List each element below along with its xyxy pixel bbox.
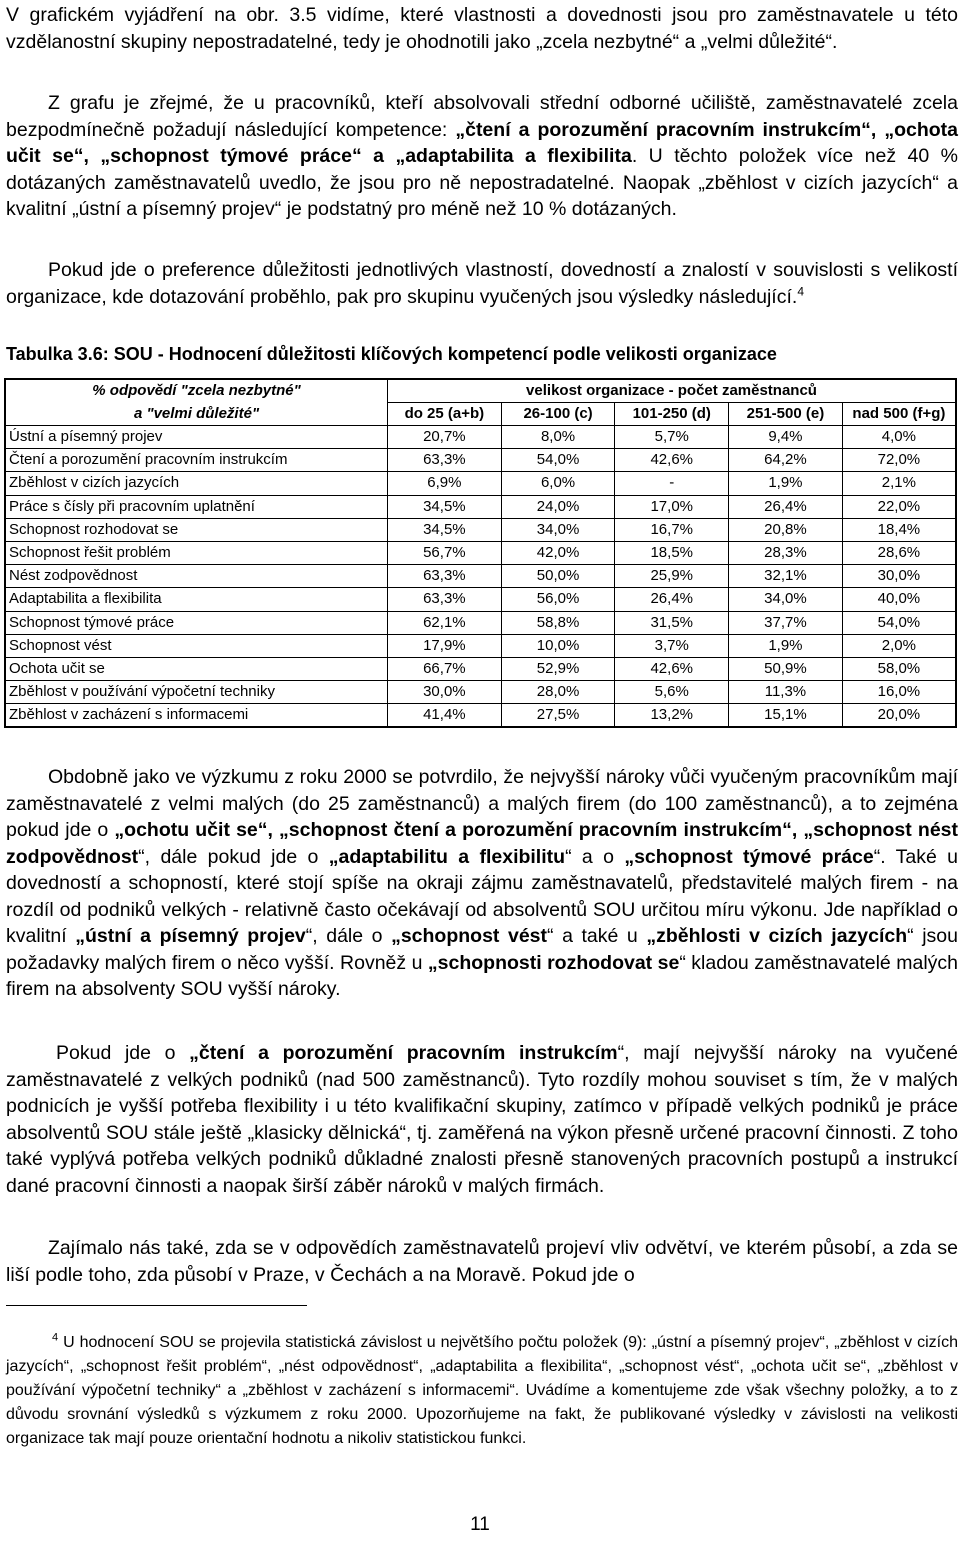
- row-label: Schopnost vést: [5, 634, 388, 657]
- table-cell: 9,4%: [729, 426, 843, 449]
- table-cell: 56,7%: [388, 541, 502, 564]
- table-cell: 30,0%: [842, 565, 956, 588]
- table-row: [5, 426, 956, 449]
- table-cell: 26,4%: [729, 495, 843, 518]
- table-cell: 63,3%: [388, 565, 502, 588]
- table-cell: 63,3%: [388, 449, 502, 472]
- footnote-ref[interactable]: 4: [797, 284, 804, 298]
- table-cell: 20,7%: [388, 426, 502, 449]
- table-cell: 2,0%: [842, 634, 956, 657]
- table-cell: 63,3%: [388, 588, 502, 611]
- table-cell: 3,7%: [615, 634, 729, 657]
- left-header-line-2: a "velmi důležité": [5, 403, 388, 426]
- table-cell: 22,0%: [842, 495, 956, 518]
- column-header: nad 500 (f+g): [842, 403, 956, 426]
- group-header: velikost organizace - počet zaměstnanců: [388, 379, 956, 403]
- table-cell: 50,0%: [501, 565, 615, 588]
- table-cell: 5,7%: [615, 426, 729, 449]
- row-label: Práce s čísly při pracovním uplatnění: [5, 495, 388, 518]
- row-label: Zběhlost v zacházení s informacemi: [5, 704, 388, 728]
- table-cell: 2,1%: [842, 472, 956, 495]
- row-label: Nést zodpovědnost: [5, 565, 388, 588]
- footnote-number: 4: [52, 1331, 59, 1344]
- table-cell: 4,0%: [842, 426, 956, 449]
- table-cell: 18,4%: [842, 518, 956, 541]
- footnote-divider: [6, 1305, 307, 1306]
- left-header-line-1: % odpovědí "zcela nezbytné": [5, 379, 388, 403]
- table-row: [5, 518, 956, 541]
- table-cell: 56,0%: [501, 588, 615, 611]
- table-cell: 62,1%: [388, 611, 502, 634]
- table-cell: 8,0%: [501, 426, 615, 449]
- table-cell: 28,6%: [842, 541, 956, 564]
- table-cell: 11,3%: [729, 681, 843, 704]
- table-cell: 1,9%: [729, 472, 843, 495]
- table-cell: 41,4%: [388, 704, 502, 728]
- table-cell: 31,5%: [615, 611, 729, 634]
- table-cell: 34,5%: [388, 518, 502, 541]
- table-cell: 5,6%: [615, 681, 729, 704]
- table-row: [5, 681, 956, 704]
- page-number: 11: [470, 1514, 490, 1535]
- table-row: [5, 611, 956, 634]
- region-paragraph: Zajímalo nás také, zda se v odpovědích zaměstnavatelů projeví vliv odvětví, ve kterém působí, a zda se liší podle toho, zda působí v Praze, v Čechách a na Moravě. Pokud jde o: [6, 1237, 958, 1286]
- table-cell: 34,0%: [501, 518, 615, 541]
- table-header-row-2: [5, 403, 956, 426]
- table-cell: 10,0%: [501, 634, 615, 657]
- table-row: [5, 541, 956, 564]
- table-row: [5, 634, 956, 657]
- table-cell: 6,9%: [388, 472, 502, 495]
- table-row: [5, 565, 956, 588]
- large-firms-paragraph: Pokud jde o „čtení a porozumění pracovním instrukcím“, mají nejvyšší nároky na vyučené zaměstnavatelé z velkých podniků (nad 500 zaměstnanců). Tyto rozdíly mohou souviset s tím, že v malých podnicích je vyšší potřeba flexibility i u této kvalifikační skupiny, zatímco v případě velkých podniků je práce absolventů SOU stále ještě „klasicky dělnická“, tj. zaměřená na výkon přesně určené pracovní činnosti. Z toho také vyplývá potřeba velkých podniků důkladné znalosti přesně stanovených pracovních postupů a instrukcí dané pracovní činnosti a naopak širší záběr nároků v malých firmách.: [6, 1042, 958, 1197]
- table-cell: -: [615, 472, 729, 495]
- table-cell: 54,0%: [501, 449, 615, 472]
- table-cell: 20,0%: [842, 704, 956, 728]
- table-cell: 27,5%: [501, 704, 615, 728]
- table-cell: 54,0%: [842, 611, 956, 634]
- table-cell: 26,4%: [615, 588, 729, 611]
- row-label: Schopnost rozhodovat se: [5, 518, 388, 541]
- table-row: [5, 704, 956, 728]
- competence-table: [4, 378, 957, 728]
- table-cell: 13,2%: [615, 704, 729, 728]
- size-preference-paragraph: Pokud jde o preference důležitosti jednotlivých vlastností, dovedností a znalostí v souvislosti s velikostí organizace, kde dotazování proběhlo, pak pro skupinu vyučených jsou výsledky následující.$^4$: [6, 259, 958, 308]
- table-header-row-1: [5, 379, 956, 403]
- column-header: 26-100 (c): [501, 403, 615, 426]
- table-cell: 25,9%: [615, 565, 729, 588]
- table-cell: 50,9%: [729, 657, 843, 680]
- table-cell: 66,7%: [388, 657, 502, 680]
- row-label: Ústní a písemný projev: [5, 426, 388, 449]
- table-cell: 30,0%: [388, 681, 502, 704]
- table-row: [5, 449, 956, 472]
- column-header: 101-250 (d): [615, 403, 729, 426]
- table-cell: 17,9%: [388, 634, 502, 657]
- row-label: Schopnost řešit problém: [5, 541, 388, 564]
- row-label: Ochota učit se: [5, 657, 388, 680]
- row-label: Adaptabilita a flexibilita: [5, 588, 388, 611]
- row-label: Zběhlost v používání výpočetní techniky: [5, 681, 388, 704]
- table-cell: 64,2%: [729, 449, 843, 472]
- table-row: [5, 588, 956, 611]
- table-cell: 42,6%: [615, 657, 729, 680]
- table-cell: 34,0%: [729, 588, 843, 611]
- table-row: [5, 495, 956, 518]
- table-cell: 16,0%: [842, 681, 956, 704]
- table-row: [5, 472, 956, 495]
- table-cell: 24,0%: [501, 495, 615, 518]
- intro-paragraph: V grafickém vyjádření na obr. 3.5 vidíme, které vlastnosti a dovednosti jsou pro zaměstnavatele u této vzdělanostní skupiny nepostradatelné, tedy je ohodnotili jako „zcela nezbytné“ a „velmi důležité“.: [6, 4, 958, 53]
- column-header: do 25 (a+b): [388, 403, 502, 426]
- table-cell: 58,8%: [501, 611, 615, 634]
- row-label: Čtení a porozumění pracovním instrukcím: [5, 449, 388, 472]
- table-cell: 1,9%: [729, 634, 843, 657]
- table-cell: 52,9%: [501, 657, 615, 680]
- competences-paragraph: Z grafu je zřejmé, že u pracovníků, kteří absolvovali střední odborné učiliště, zaměstnavatelé zcela bezpodmínečně požadují následující kompetence: „čtení a porozumění pracovním instrukcím“, „ochota učit se“, „schopnost týmové práce“ a „adaptabilita a flexibilita. U těchto položek více než 40 % dotázaných zaměstnavatelů uvedlo, že jsou pro ně nepostradatelné. Naopak „zběhlost v cizích jazycích“ a kvalitní „ústní a písemný projev“ je podstatný pro méně než 10 % dotázaných.: [6, 92, 958, 220]
- table-cell: 28,3%: [729, 541, 843, 564]
- footnote: $^4$ U hodnocení SOU se projevila statistická závislost u největšího počtu položek (9): „ústní a písemný projev“, „zběhlost v cizích jazycích“, „schopnost řešit problém“, „nést odpovědnost“, „adaptabilita a flexibilita“, „schopnost vést“, „ochota učit se“, „zběhlost v používání výpočetní techniky“ a „zběhlost v zacházení s informacemi“. Uvádíme a komentujeme zde však všechny položky, a to z důvodu srovnání výsledků s výzkumem z roku 2000. Upozorňujeme na fakt, že publikované výsledky v závislosti na velikosti organizace tak mají pouze orientační hodnotu a nikoliv statistickou funkci.: [6, 1331, 958, 1447]
- column-header: 251-500 (e): [729, 403, 843, 426]
- table-cell: 18,5%: [615, 541, 729, 564]
- table-cell: 6,0%: [501, 472, 615, 495]
- row-label: Zběhlost v cizích jazycích: [5, 472, 388, 495]
- table-cell: 20,8%: [729, 518, 843, 541]
- table-cell: 16,7%: [615, 518, 729, 541]
- table-cell: 72,0%: [842, 449, 956, 472]
- table-cell: 15,1%: [729, 704, 843, 728]
- table-cell: 58,0%: [842, 657, 956, 680]
- table-cell: 28,0%: [501, 681, 615, 704]
- table-cell: 34,5%: [388, 495, 502, 518]
- small-firms-paragraph: Obdobně jako ve výzkumu z roku 2000 se potvrdilo, že nejvyšší nároky vůči vyučeným pracovníkům mají zaměstnavatelé z velmi malých (do 25 zaměstnanců) a malých firem (do 100 zaměstnanců), a to zejména pokud jde o „ochotu učit se“, „schopnost čtení a porozumění pracovním instrukcím“, „schopnost nést zodpovědnost“, dále pokud jde o „adaptabilitu a flexibilitu“ a o „schopnost týmové práce“. Také u dovedností a schopností, které stojí spíše na okraji zájmu zaměstnavatelů, představitelé malých firem - na rozdíl od podniků velkých - relativně často očekávají od absolventů SOU určitou míru výkonu. Jde například o kvalitní „ústní a písemný projev“, dále o „schopnost vést“ a také u „zběhlosti v cizích jazycích“ jsou požadavky malých firem o něco vyšší. Rovněž u „schopnosti rozhodovat se“ kladou zaměstnavatelé malých firem na absolventy SOU vyšší nároky.: [6, 766, 959, 1000]
- table-cell: 37,7%: [729, 611, 843, 634]
- table-row: [5, 657, 956, 680]
- table-title: Tabulka 3.6: SOU - Hodnocení důležitosti klíčových kompetencí podle velikosti organizace: [6, 344, 777, 364]
- table-cell: 42,6%: [615, 449, 729, 472]
- table-cell: 32,1%: [729, 565, 843, 588]
- table-cell: 40,0%: [842, 588, 956, 611]
- row-label: Schopnost týmové práce: [5, 611, 388, 634]
- table-cell: 17,0%: [615, 495, 729, 518]
- table-cell: 42,0%: [501, 541, 615, 564]
